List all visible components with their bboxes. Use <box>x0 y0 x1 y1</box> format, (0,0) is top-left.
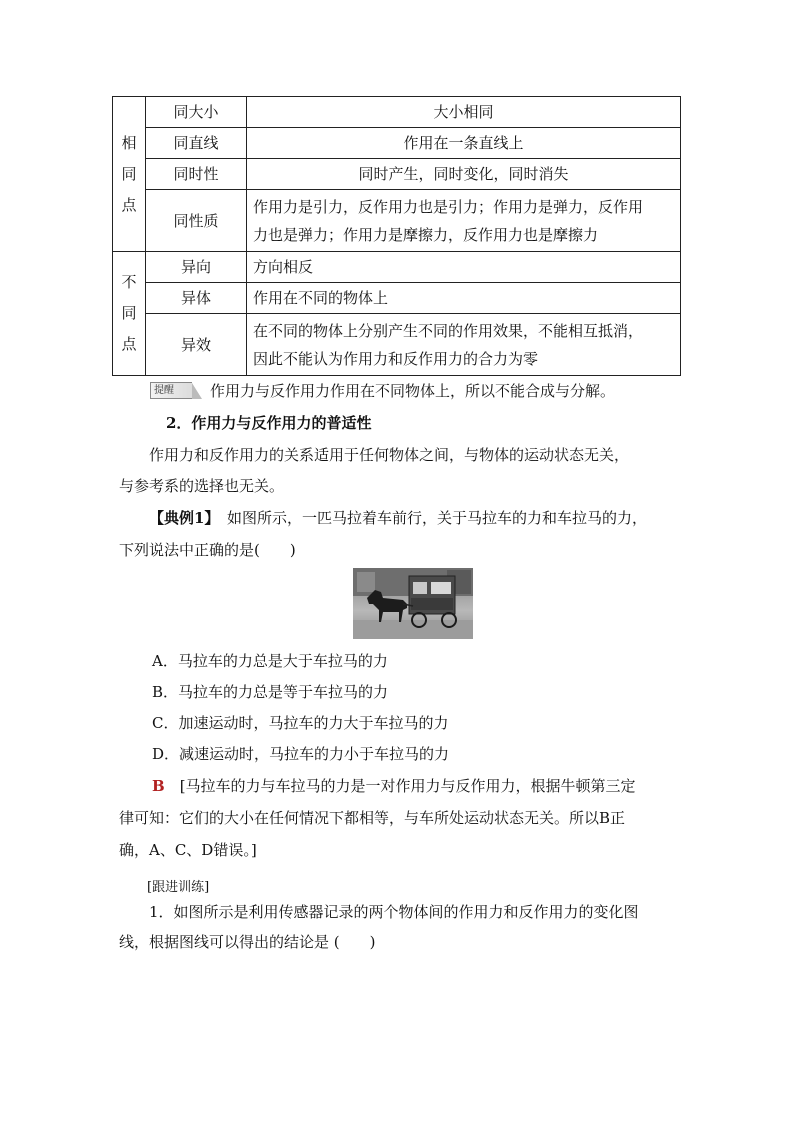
prop-cell: 异效 <box>146 314 247 376</box>
follow-up-question-line: 线，根据图线可以得出的结论是 ( ) <box>119 933 376 951</box>
comparison-table <box>112 96 681 376</box>
explanation-line: 确，A、C、D错误。] <box>119 841 257 859</box>
section-body-line: 与参考系的选择也无关。 <box>119 477 285 495</box>
follow-up-question-line: 1．如图所示是利用传感器记录的两个物体间的作用力和反作用力的变化图 <box>149 903 639 921</box>
desc-cell: 大小相同 <box>247 97 681 128</box>
answer-line: B [马拉车的力与车拉马的力是一对作用力与反作用力，根据牛顿第三定 <box>152 777 636 795</box>
prop-cell: 异体 <box>146 283 247 314</box>
example-label: 【典例1】 <box>149 509 212 527</box>
desc-cell: 作用在一条直线上 <box>247 128 681 159</box>
follow-up-label: [跟进训练] <box>147 880 210 895</box>
prop-cell: 同直线 <box>146 128 247 159</box>
desc-cell: 方向相反 <box>247 252 681 283</box>
group-label-different: 不 同 点 <box>113 252 146 376</box>
desc-cell: 同时产生，同时变化，同时消失 <box>247 159 681 190</box>
tip-badge: 提醒 <box>150 382 192 399</box>
answer-letter: B <box>152 777 165 795</box>
option-d: D．减速运动时，马拉车的力小于车拉马的力 <box>152 745 450 763</box>
desc-cell: 作用力是引力，反作用力也是引力；作用力是弹力，反作用 力也是弹力；作用力是摩擦力，反作用力也是摩擦力 <box>247 190 681 252</box>
option-c: C．加速运动时，马拉车的力大于车拉马的力 <box>152 714 449 732</box>
prop-cell: 同时性 <box>146 159 247 190</box>
group-label-same: 相 同 点 <box>113 97 146 252</box>
option-a: A．马拉车的力总是大于车拉马的力 <box>152 652 388 670</box>
prop-cell: 同性质 <box>146 190 247 252</box>
explanation-line: 律可知：它们的大小在任何情况下都相等，与车所处运动状态无关。所以B正 <box>119 809 626 827</box>
prop-cell: 同大小 <box>146 97 247 128</box>
tip-text: 作用力与反作用力作用在不同物体上，所以不能合成与分解。 <box>210 382 616 400</box>
prop-cell: 异向 <box>146 252 247 283</box>
example-question-line: 【典例1】 如图所示，一匹马拉着车前行，关于马拉车的力和车拉马的力， <box>149 509 647 527</box>
section-heading: 2．作用力与反作用力的普适性 <box>166 414 372 432</box>
section-body-line: 作用力和反作用力的关系适用于任何物体之间，与物体的运动状态无关， <box>149 446 630 464</box>
horse-carriage-photo <box>353 568 473 639</box>
option-b: B．马拉车的力总是等于车拉马的力 <box>152 683 389 701</box>
example-question-line: 下列说法中正确的是( ) <box>119 541 296 559</box>
desc-cell: 在不同的物体上分别产生不同的作用效果，不能相互抵消， 因此不能认为作用力和反作用力的合力为零 <box>247 314 681 376</box>
desc-cell: 作用在不同的物体上 <box>247 283 681 314</box>
tip-note <box>150 380 615 401</box>
horse-carriage-illustration <box>353 568 473 639</box>
